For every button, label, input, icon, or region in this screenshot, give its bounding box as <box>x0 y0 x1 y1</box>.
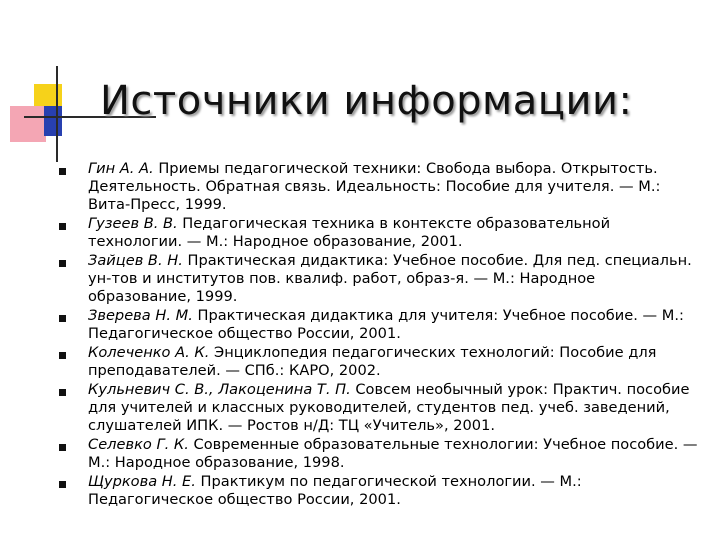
decor-pink-square <box>10 106 46 142</box>
reference-author: Зайцев В. Н. <box>88 251 183 269</box>
bullet-icon <box>59 444 66 451</box>
bullet-icon <box>59 223 66 230</box>
reference-list <box>50 160 700 510</box>
reference-item <box>50 160 700 213</box>
bullet-icon <box>59 352 66 359</box>
reference-author: Селевко Г. К. <box>88 435 189 453</box>
reference-item <box>50 344 700 380</box>
bullet-icon <box>59 168 66 175</box>
bullet-icon <box>59 481 66 488</box>
bullet-icon <box>59 389 66 396</box>
reference-author: Колеченко А. К. <box>88 343 210 361</box>
reference-text: Приемы педагогической техники: Свобода выбора. Открытость. Деятельность. Обратная связь. Идеальность: Пособие для учителя. — М.: Вита-Пресс, 1999. <box>88 160 661 213</box>
reference-item <box>50 252 700 305</box>
reference-text: Совсем необычный урок: Практич. пособие для учителей и классных руководителей, студентов пед. учеб. заведений, слушателей ИПК. — Ростов н/Д: ТЦ «Учитель», 2001. <box>88 381 690 434</box>
reference-text: Практическая дидактика: Учебное пособие. Для пед. специальн. ун-тов и институтов пов. квалиф. работ, образ-я. — М.: Народное образование, 1999. <box>88 251 692 305</box>
reference-author: Гузеев В. В. <box>88 214 178 232</box>
decor-blue-square <box>44 106 62 136</box>
reference-item <box>50 307 700 343</box>
reference-author: Зверева Н. М. <box>88 306 193 324</box>
reference-author: Гин А. А. <box>88 160 154 177</box>
reference-item <box>50 473 700 509</box>
decor-vertical-line <box>56 66 58 162</box>
reference-text: Практическая дидактика для учителя: Учебное пособие. — М.: Педагогическое общество России, 2001. <box>88 306 684 342</box>
reference-text: Современные образовательные технологии: Учебное пособие. — М.: Народное образование, 1998. <box>88 435 698 471</box>
slide-title: Источники информации: <box>100 78 633 124</box>
reference-author: Кульневич С. В., Лакоценина Т. П. <box>88 381 351 399</box>
reference-item <box>50 215 700 251</box>
reference-text: Энциклопедия педагогических технологий: Пособие для преподавателей. — СПб.: КАРО, 2002. <box>88 343 657 379</box>
reference-author: Щуркова Н. Е. <box>88 473 196 491</box>
reference-text: Педагогическая техника в контексте образовательной технологии. — М.: Народное образование, 2001. <box>88 214 611 250</box>
reference-item <box>50 381 700 434</box>
bullet-icon <box>59 315 66 322</box>
reference-text: Практикум по педагогической технологии. — М.: Педагогическое общество России, 2001. <box>88 473 582 508</box>
reference-item <box>50 436 700 472</box>
bullet-icon <box>59 260 66 267</box>
